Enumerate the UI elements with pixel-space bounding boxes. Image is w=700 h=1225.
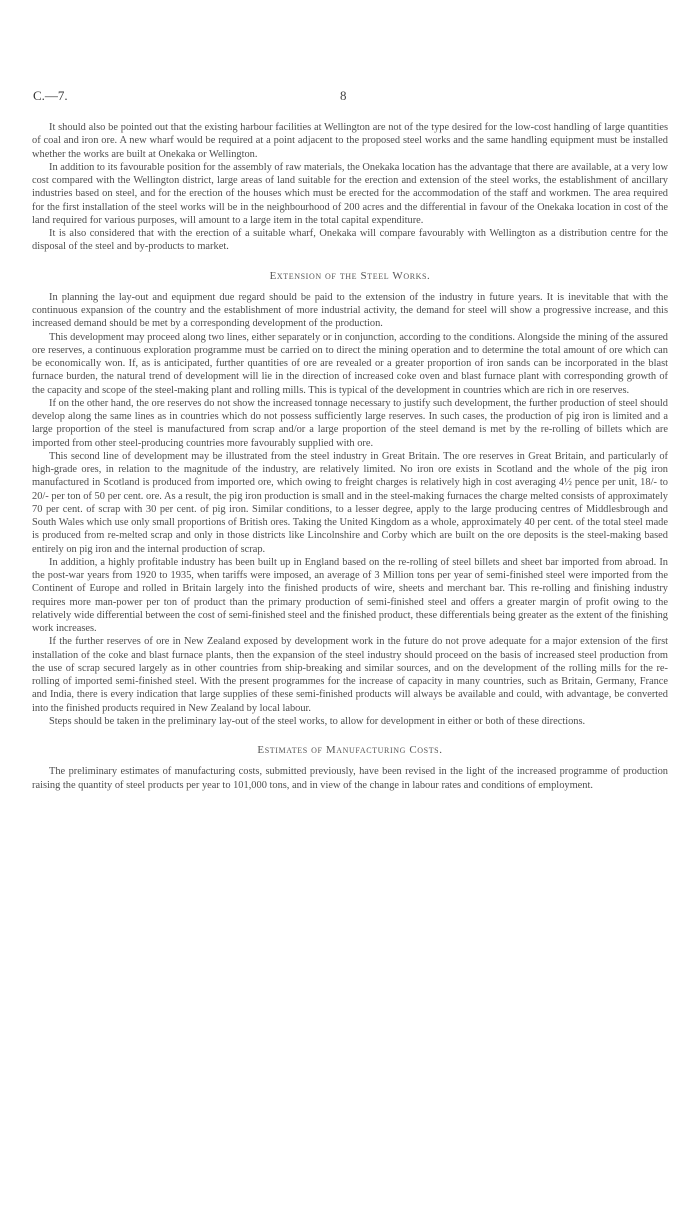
document-reference: C.—7. xyxy=(33,88,68,103)
paragraph: In addition, a highly profitable industry has been built up in England based on the re-rolling of steel billets and sheet bar imported from abroad. In the post-war years from 1920 to 1935, when tariffs were imposed, an average of 3 Million tons per year of semi-finished steel were imported from the Continent of Europe and rolled in Britain largely into the finished products of wire, sheets and merchant bar. This re-rolling and finishing industry requires more man-power per ton of product than the primary production of semi-finished steel and offers a greater margin of profit owing to the relatively wide differential between the cost of semi-finished steel and the finished product, these differentials being greater as the extent of the finishing work increases. xyxy=(32,556,668,634)
body-text xyxy=(32,121,668,792)
paragraph: This development may proceed along two lines, either separately or in conjunction, according to the conditions. Alongside the mining of the assured ore reserves, a continuous exploration programme must be carried on to direct the mining operation and to determine the total amount of ore which can be economically won. If, as is anticipated, further quantities of ore are revealed or a greater proportion of iron sands can be incorporated in the blast furnace burden, the natural trend of development will lie in the direction of increased coke oven and blast furnace plant with corresponding growth of the capacity and scope of the steel-making plant and rolling mills. This is typical of the development in countries which are rich in ore reserves. xyxy=(32,331,668,396)
paragraph: It should also be pointed out that the existing harbour facilities at Wellington are not of the type desired for the low-cost handling of large quantities of coal and iron ore. A new wharf would be required at a point adjacent to the proposed steel works and the same handling equipment must be installed whether the works are built at Onekaka or Wellington. xyxy=(32,122,668,160)
paragraph: In planning the lay-out and equipment due regard should be paid to the extension of the industry in future years. It is inevitable that with the continuous expansion of the country and the establishment of more industrial activity, the demand for steel will show a progressive increase, and this increased demand should be met by a corresponding development of the production. xyxy=(32,291,668,330)
paragraph: If on the other hand, the ore reserves do not show the increased tonnage necessary to justify such development, the further production of steel should develop along the same lines as in countries which do not possess sufficiently large reserves. In such cases, the production of pig iron is limited and a large proportion of the steel is manufactured from scrap and/or a large proportion of the steel demand is met by the re-rolling of billets which are imported from other steel-producing countries more favourably supplied with ore. xyxy=(32,397,668,449)
paragraph: The preliminary estimates of manufacturing costs, submitted previously, have been revised in the light of the increased programme of production raising the quantity of steel products per year to 101,000 tons, and in view of the change in labour rates and conditions of employment. xyxy=(32,766,668,791)
page-number: 8 xyxy=(340,88,347,103)
section-heading: Estimates of Manufacturing Costs. xyxy=(257,744,443,756)
section-heading: Extension of the Steel Works. xyxy=(269,269,431,282)
paragraph: If the further reserves of ore in New Zealand exposed by development work in the future do not prove adequate for a major extension of the first installation of the coke and blast furnace plants, then the expansion of the steel industry should proceed on the basis of increased steel production from the use of scrap secured largely as in other countries from ship-breaking and similar sources, and on the development of the rolling mills for the re-rolling of imported semi-finished steel. With the present programmes for the increase of capacity in many countries, such as Britain, Germany, France and India, there is every indication that large supplies of these semi-finished products will always be available and could, with advantage, be converted into the finished products required in New Zealand by local labour. xyxy=(32,636,668,714)
paragraph: In addition to its favourable position for the assembly of raw materials, the Onekaka location has the advantage that there are available, at a very low cost compared with the Wellington district, large areas of land suitable for the erection and extension of the steel works, the establishment of ancillary industries based on steel, and for the erection of the houses which must be erected for the accommodation of the staff and workmen. The area required for the first installation of the steel works will be in the neighbourhood of 200 acres and the differential in favour of the Onekaka location in cost of the land required for various purposes, will amount to a large item in the total capital expenditure. xyxy=(32,161,668,226)
paragraph: This second line of development may be illustrated from the steel industry in Great Britain. The ore reserves in Great Britain, and particularly of high-grade ores, in relation to the magnitude of the industry, are relatively limited. No iron ore exists in Scotland and the whole of the pig iron manufactured in Scotland is produced from imported ore, which owing to freight charges is relatively high in cost averaging 4½ pence per unit, 18/- to 20/- per ton of 50 per cent. ore. As a result, the pig iron production is small and in the steel-making furnaces the charge melted consists of approximately 70 per cent. of scrap with 30 per cent. of pig iron. Similar conditions, to a lesser degree, apply to the large producing centres of Middlesbrough and South Wales which use only small proportions of British ores. Taking the United Kingdom as a whole, approximately 40 per cent. of the total steel made is produced from re-melted scrap and only in those districts like Lincolnshire and Corby which are built on the ore deposits is the steel-making based entirely on pig iron and the internal production of scrap. xyxy=(32,450,668,555)
paragraph: It is also considered that with the erection of a suitable wharf, Onekaka will compare favourably with Wellington as a distribution centre for the disposal of the steel and by-products to market. xyxy=(32,228,668,253)
paragraph: Steps should be taken in the preliminary lay-out of the steel works, to allow for development in either or both of these directions. xyxy=(49,715,586,727)
